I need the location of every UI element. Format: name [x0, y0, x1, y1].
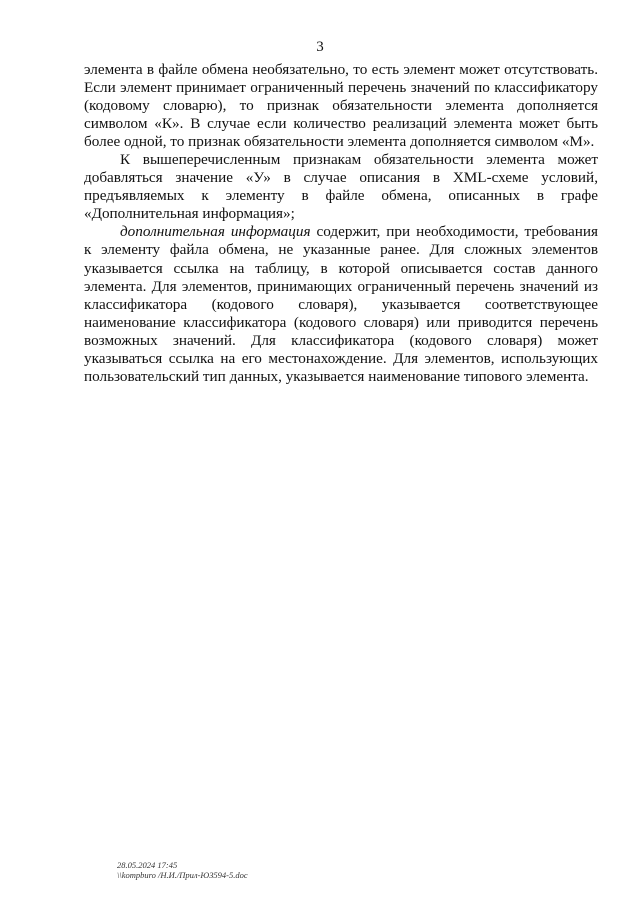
footer-path: \\kompburo /Н.И./Прил-ЮЗ594-5.doc	[117, 870, 248, 880]
footer	[117, 860, 248, 880]
term-additional-info: дополнительная информация	[120, 223, 311, 241]
paragraph-1: элемента в файле обмена необязательно, то есть элемент может отсутствовать. Если элемент принимает ограниченный перечень значений по классификатору (кодовому словарю), то признак обязательности элемента дополняется символом «К». В случае если количество реализаций элемента может быть более одной, то признак обязательности элемента дополняется символом «М».	[84, 61, 598, 151]
paragraph-3	[84, 223, 598, 385]
footer-date: 28.05.2024 17:45	[117, 860, 178, 870]
document-body	[84, 61, 598, 386]
page-number: 3	[316, 39, 324, 55]
paragraph-3-text: содержит, при необходимости, требования к элементу файла обмена, не указанные ранее. Для сложных элементов указывается ссылка на таблицу, в которой описывается состав данного элемента. Для элементов, принимающих ограниченный перечень значений из классификатора (кодового словаря), указывается соответствующее наименование классификатора (кодового словаря) или приводится перечень возможных значений. Для классификатора (кодового словаря) может указываться ссылка на его местонахождение. Для элементов, использующих пользовательский тип данных, указывается наименование типового элемента.	[84, 223, 598, 385]
paragraph-2: К вышеперечисленным признакам обязательности элемента может добавляться значение «У» в случае описания в XML-схеме условий, предъявляемых к элементу в файле обмена, описанных в графе «Дополнительная информация»;	[84, 151, 598, 223]
